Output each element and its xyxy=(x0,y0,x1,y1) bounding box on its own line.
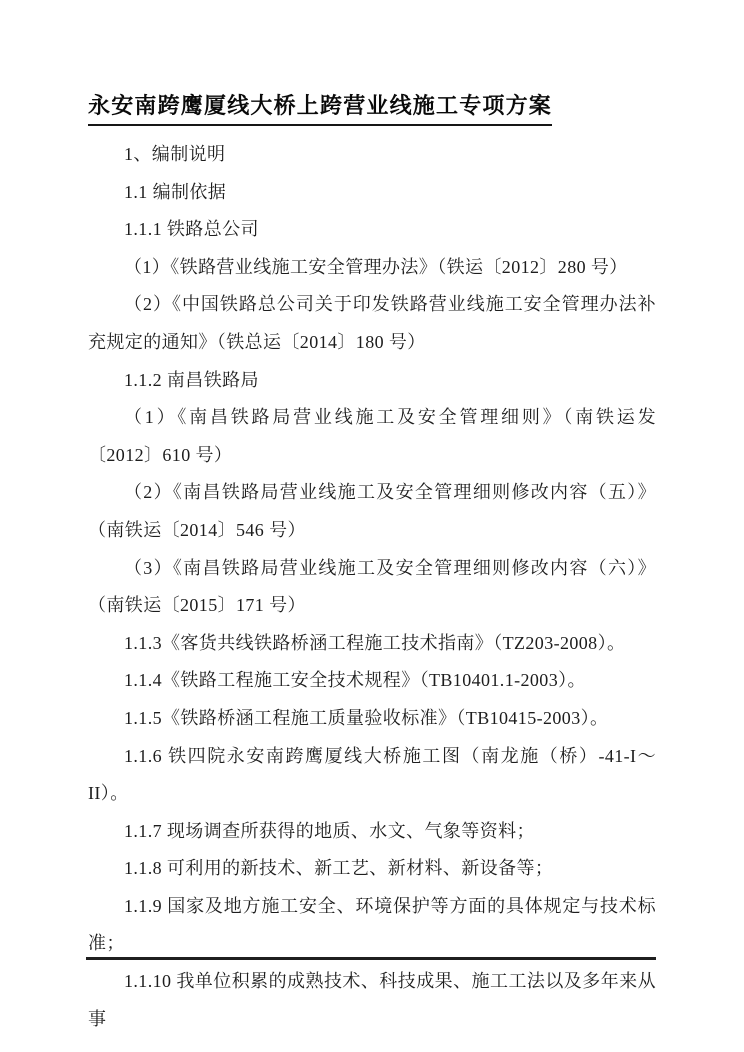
paragraph-heading-1-1: 1.1 编制依据 xyxy=(124,181,227,202)
paragraph-heading-1-1-4: 1.1.4《铁路工程施工安全技术规程》（TB10401.1-2003）。 xyxy=(124,670,586,691)
paragraph-heading-1-1-9: 1.1.9 国家及地方施工安全、环境保护等方面的具体规定与技术标准； xyxy=(88,895,656,954)
paragraph-ref-1: （1）《铁路营业线施工安全管理办法》（铁运〔2012〕280 号） xyxy=(124,256,628,277)
paragraph-heading-1-1-3: 1.1.3《客货共线铁路桥涵工程施工技术指南》（TZ203-2008）。 xyxy=(124,632,626,653)
document-title-text: 永安南跨鹰厦线大桥上跨营业线施工专项方案 xyxy=(88,90,552,126)
paragraph-heading-1-1-5: 1.1.5《铁路桥涵工程施工质量验收标准》（TB10415-2003）。 xyxy=(124,707,609,728)
paragraph-ref-2: （2）《中国铁路总公司关于印发铁路营业线施工安全管理办法补充规定的通知》（铁总运〔2014〕180 号） xyxy=(88,294,656,352)
document-body xyxy=(88,136,656,1038)
paragraph-ref-5: （3）《南昌铁路局营业线施工及安全管理细则修改内容（六）》（南铁运〔2015〕171 号） xyxy=(88,557,656,616)
paragraph-heading-1-1-10: 1.1.10 我单位积累的成熟技术、科技成果、施工工法以及多年来从事 xyxy=(88,971,656,1029)
paragraph-heading-1: 1、编制说明 xyxy=(124,144,226,164)
paragraph-heading-1-1-7: 1.1.7 现场调查所获得的地质、水文、气象等资料； xyxy=(124,820,535,841)
document-title xyxy=(88,90,658,126)
paragraph-heading-1-1-1: 1.1.1 铁路总公司 xyxy=(124,219,259,240)
paragraph-heading-1-1-2: 1.1.2 南昌铁路局 xyxy=(124,369,259,390)
paragraph-ref-4: （2）《南昌铁路局营业线施工及安全管理细则修改内容（五）》（南铁运〔2014〕546 号） xyxy=(88,482,656,540)
paragraph-heading-1-1-8: 1.1.8 可利用的新技术、新工艺、新材料、新设备等； xyxy=(124,858,554,879)
paragraph-heading-1-1-6: 1.1.6 铁四院永安南跨鹰厦线大桥施工图（南龙施（桥）-41-I～II）。 xyxy=(88,745,656,804)
paragraph-ref-3: （1）《南昌铁路局营业线施工及安全管理细则》（南铁运发〔2012〕610 号） xyxy=(88,407,656,465)
footer-divider xyxy=(86,957,656,960)
